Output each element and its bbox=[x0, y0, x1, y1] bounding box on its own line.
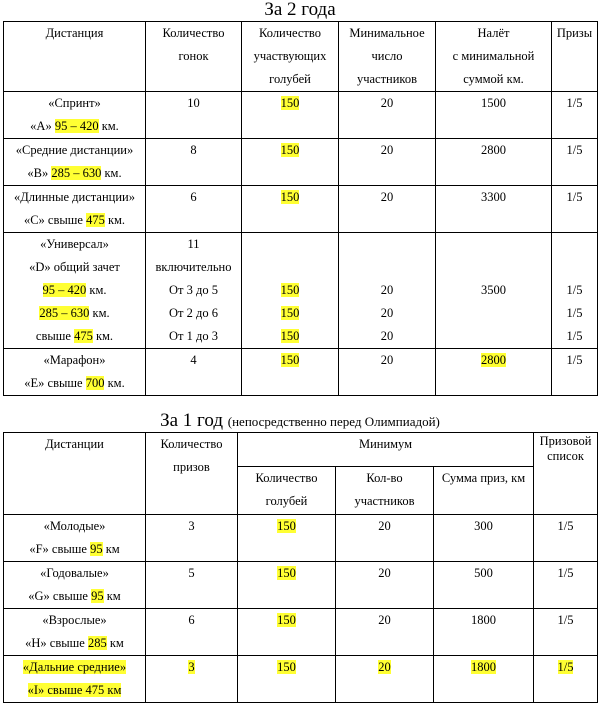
header-prize-sum: Сумма приз, км bbox=[434, 467, 534, 515]
header-prizes: Призы bbox=[552, 22, 598, 92]
prizes-cell: 1/5 1/5 1/5 bbox=[552, 233, 598, 349]
participants-cell: 20 bbox=[336, 562, 434, 609]
sum-cell: 500 bbox=[434, 562, 534, 609]
table-one-year bbox=[3, 432, 598, 703]
header-distance: Дистанция bbox=[4, 22, 146, 92]
table2-title: За 1 год (непосредственно перед Олимпиадой) bbox=[160, 410, 440, 431]
pigeons-cell: 150 bbox=[242, 349, 339, 396]
sum-cell: 300 bbox=[434, 515, 534, 562]
table-header-row bbox=[4, 433, 598, 467]
flight-cell: 3500 bbox=[436, 233, 552, 349]
pigeons-cell: 150 bbox=[238, 562, 336, 609]
participants-cell: 20 bbox=[336, 609, 434, 656]
pigeons-cell: 150 bbox=[242, 186, 339, 233]
table-header-row bbox=[4, 22, 598, 92]
prizes-cell: 1/5 bbox=[552, 186, 598, 233]
table-row bbox=[4, 186, 598, 233]
table-row bbox=[4, 349, 598, 396]
table-row-highlighted bbox=[4, 656, 598, 703]
flight-cell: 2800 bbox=[436, 349, 552, 396]
distance-cell: «Длинные дистанции» «С» свыше 475 км. bbox=[4, 186, 146, 233]
distance-cell: «Дальние средние» «I» свыше 475 км bbox=[4, 656, 146, 703]
header-prizes-count: Количество призов bbox=[146, 433, 238, 515]
table1-title: За 2 года bbox=[264, 0, 336, 20]
prizes-cell: 1/5 bbox=[552, 92, 598, 139]
flight-cell: 2800 bbox=[436, 139, 552, 186]
table-row bbox=[4, 562, 598, 609]
list-cell: 1/5 bbox=[534, 609, 598, 656]
sum-cell: 1800 bbox=[434, 656, 534, 703]
distance-cell: «Годовалые» «G» свыше 95 км bbox=[4, 562, 146, 609]
flight-cell: 1500 bbox=[436, 92, 552, 139]
pigeons-cell: 150 bbox=[242, 139, 339, 186]
header-minimum: Минимум bbox=[238, 433, 534, 467]
prizes-cell: 6 bbox=[146, 609, 238, 656]
distance-cell: «Молодые» «F» свыше 95 км bbox=[4, 515, 146, 562]
pigeons-cell: 150 150 150 bbox=[242, 233, 339, 349]
header-races: Количество гонок bbox=[146, 22, 242, 92]
header-distances: Дистанции bbox=[4, 433, 146, 515]
list-cell: 1/5 bbox=[534, 562, 598, 609]
flight-cell: 3300 bbox=[436, 186, 552, 233]
min-cell: 20 bbox=[339, 139, 436, 186]
distance-cell: «Взрослые» «H» свыше 285 км bbox=[4, 609, 146, 656]
races-cell: 8 bbox=[146, 139, 242, 186]
distance-cell: «Спринт» «А» 95 – 420 км. bbox=[4, 92, 146, 139]
list-cell: 1/5 bbox=[534, 515, 598, 562]
races-cell: 6 bbox=[146, 186, 242, 233]
table-two-years bbox=[3, 21, 598, 396]
min-cell: 20 bbox=[339, 349, 436, 396]
races-cell: 4 bbox=[146, 349, 242, 396]
header-flight: Налёт с минимальной суммой км. bbox=[436, 22, 552, 92]
header-min-participants: Минимальное число участников bbox=[339, 22, 436, 92]
min-cell: 20 20 20 bbox=[339, 233, 436, 349]
table-row bbox=[4, 139, 598, 186]
sum-cell: 1800 bbox=[434, 609, 534, 656]
table-row-universal bbox=[4, 233, 598, 349]
min-cell: 20 bbox=[339, 186, 436, 233]
table-row bbox=[4, 92, 598, 139]
header-participants: Кол-во участников bbox=[336, 467, 434, 515]
participants-cell: 20 bbox=[336, 656, 434, 703]
pigeons-cell: 150 bbox=[238, 515, 336, 562]
prizes-cell: 3 bbox=[146, 656, 238, 703]
races-cell: 11 включительно От 3 до 5 От 2 до 6 От 1 до 3 bbox=[146, 233, 242, 349]
pigeons-cell: 150 bbox=[238, 656, 336, 703]
header-pigeons: Количество голубей bbox=[238, 467, 336, 515]
participants-cell: 20 bbox=[336, 515, 434, 562]
distance-cell: «Марафон» «Е» свыше 700 км. bbox=[4, 349, 146, 396]
pigeons-cell: 150 bbox=[238, 609, 336, 656]
min-cell: 20 bbox=[339, 92, 436, 139]
prizes-cell: 1/5 bbox=[552, 349, 598, 396]
distance-cell: «Универсал» «D» общий зачет 95 – 420 км. 285 – 630 км. свыше 475 км. bbox=[4, 233, 146, 349]
prizes-cell: 1/5 bbox=[552, 139, 598, 186]
distance-cell: «Средние дистанции» «В» 285 – 630 км. bbox=[4, 139, 146, 186]
table-row bbox=[4, 609, 598, 656]
header-prize-list: Призовой список bbox=[534, 433, 598, 515]
list-cell: 1/5 bbox=[534, 656, 598, 703]
races-cell: 10 bbox=[146, 92, 242, 139]
pigeons-cell: 150 bbox=[242, 92, 339, 139]
header-pigeons: Количество участвующих голубей bbox=[242, 22, 339, 92]
table-row bbox=[4, 515, 598, 562]
prizes-cell: 3 bbox=[146, 515, 238, 562]
prizes-cell: 5 bbox=[146, 562, 238, 609]
